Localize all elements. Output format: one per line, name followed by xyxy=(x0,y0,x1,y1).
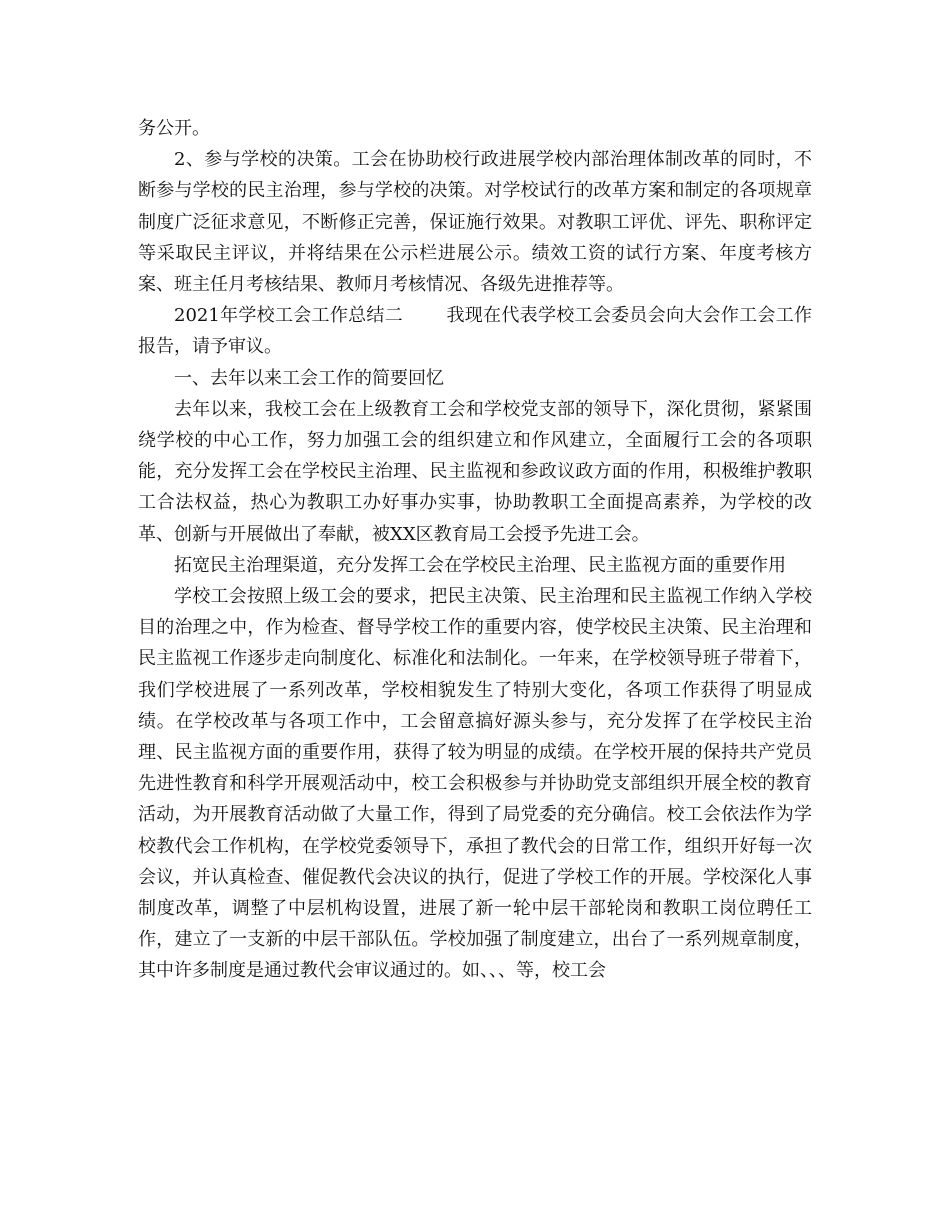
section-heading-review: 一、去年以来工会工作的简要回忆 xyxy=(174,367,444,389)
document-body xyxy=(138,113,812,987)
paragraph-summary-intro xyxy=(138,300,812,362)
paragraph-continuation: 务公开。 xyxy=(138,118,210,139)
paragraph-decision-participation: 2、参与学校的决策。工会在协助校行政进展学校内部治理体制改革的同时，不断参与学校的民主治理，参与学校的决策。对学校试行的改革方案和制定的各项规章制度广泛征求意见，不断修正完善，保证施行效果。对教职工评优、评先、职称评定等采取民主评议，并将结果在公示栏进展公示。绩效工资的试行方案、年度考核方案、班主任月考核结果、教师月考核情况、各级先进推荐等。 xyxy=(138,149,812,296)
summary-intro-text: 我现在代表学校工会委员会向大会作工会工作报告，请予审议。 xyxy=(138,305,813,358)
paragraph-last-year: 去年以来，我校工会在上级教育工会和学校党支部的领导下，深化贯彻，紧紧围绕学校的中心工作，努力加强工会的组织建立和作风建立，全面履行工会的各项职能，充分发挥工会在学校民主治理、民主监视和参政议政方面的作用，积极维护教职工合法权益，热心为教职工办好事办实事，协助教职工全面提高素养，为学校的改革、创新与开展做出了奉献，被XX区教育局工会授予先进工会。 xyxy=(138,398,812,545)
summary-heading: 2021年学校工会工作总结二 xyxy=(174,305,404,327)
paragraph-union-work: 学校工会按照上级工会的要求，把民主决策、民主治理和民主监视工作纳入学校目的治理之中，作为检查、督导学校工作的重要内容，使学校民主决策、民主治理和民主监视工作逐步走向制度化、标准化和法制化。一年来，在学校领导班子带着下，我们学校进展了一系列改革，学校相貌发生了特别大变化，各项工作获得了明显成绩。在学校改革与各项工作中，工会留意搞好源头参与，充分发挥了在学校民主治理、民主监视方面的重要作用，获得了较为明显的成绩。在学校开展的保持共产党员先进性教育和科学开展观活动中，校工会积极参与并协助党支部组织开展全校的教育活动，为开展教育活动做了大量工作，得到了局党委的充分确信。校工会依法作为学校教代会工作机构，在学校党委领导下，承担了教代会的日常工作，组织开好每一次会议，并认真检查、催促教代会决议的执行，促进了学校工作的开展。学校深化人事制度改革，调整了中层机构设置，进展了新一轮中层干部轮岗和教职工岗位聘任工作，建立了一支新的中层干部队伍。学校加强了制度建立，出台了一系列规章制度，其中许多制度是通过教代会审议通过的。如、、、等，校工会 xyxy=(138,586,812,982)
paragraph-democratic-channels: 拓宽民主治理渠道，充分发挥工会在学校民主治理、民主监视方面的重要作用 xyxy=(174,554,786,576)
